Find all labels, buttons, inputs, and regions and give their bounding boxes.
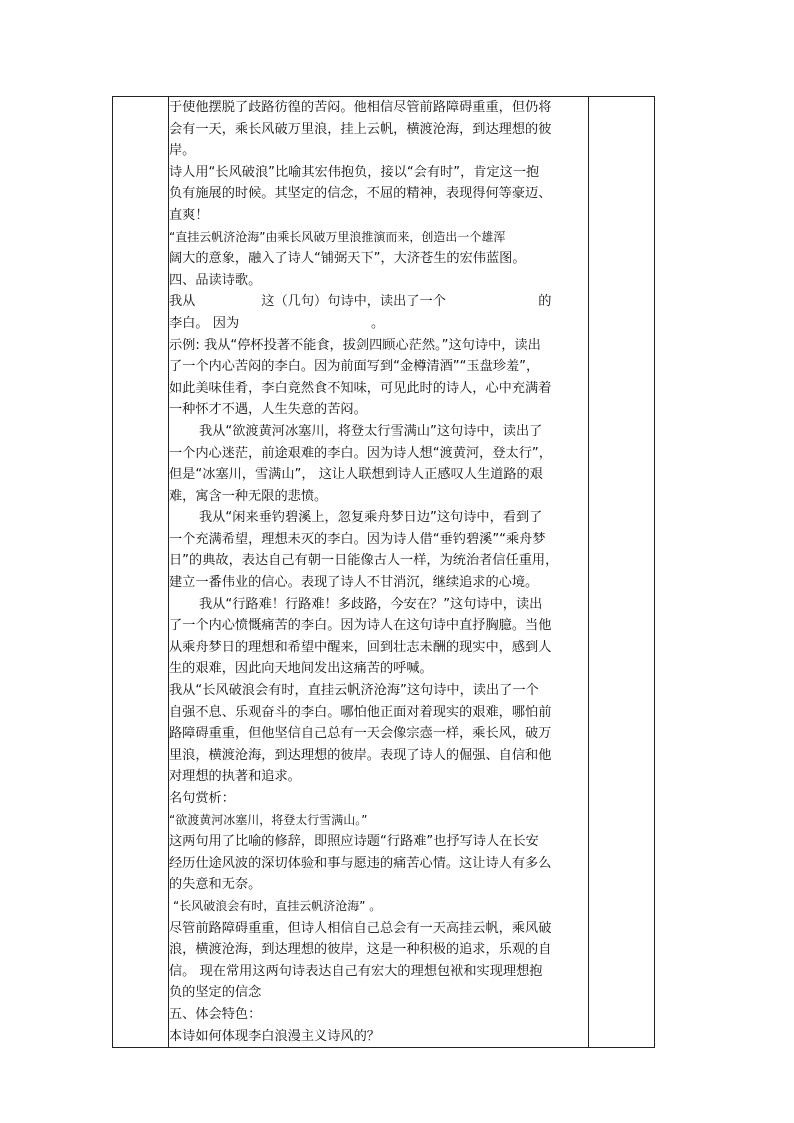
text-line: 经历仕途风波的深切体验和事与愿违的痛苦心情。这让诗人有多么: [169, 855, 552, 871]
text-line: 路障碍重重，但他坚信自己总有一天会像宗悫一样，乘长风，破万: [169, 726, 552, 742]
text-line: 如此美味佳肴，李白竟然食不知味，可见此时的诗人，心中充满着: [169, 380, 552, 396]
text-line: 难，寓含一种无限的悲愤。: [169, 488, 328, 504]
content-cell: [169, 97, 589, 1048]
left-column-cell: [113, 97, 169, 1048]
text-line: 我从“欲渡黄河冰塞川，将登太行雪满山”这句诗中，读出了: [199, 423, 543, 439]
text-line: 负的坚定的信念: [169, 985, 262, 1001]
text-line: 李白。 因为 。: [169, 315, 385, 331]
text-line: 了一个内心愤慨痛苦的李白。因为诗人在这句诗中直抒胸臆。当他: [169, 618, 552, 634]
text-line: 负有施展的时候。其坚定的信念，不屈的精神，表现得何等豪迈、: [169, 186, 552, 202]
text-line: 会有一天，乘长风破万里浪，挂上云帆，横渡沧海，到达理想的彼: [169, 121, 552, 137]
text-line: 一种怀才不遇，人生失意的苦闷。: [169, 402, 367, 418]
quote-line: “长风破浪会有时，直挂云帆济沧海” 。: [173, 898, 382, 913]
text-line: 里浪，横渡沧海，到达理想的彼岸。表现了诗人的倔强、自信和他: [169, 747, 552, 763]
right-column-cell: [589, 97, 655, 1048]
text-line: 本诗如何体现李白浪漫主义诗风的？: [169, 1028, 380, 1044]
text-line: 一个内心迷茫，前途艰难的李白。因为诗人想“渡黄河，登太行”，: [169, 445, 552, 461]
section-heading: 五、体会特色：: [169, 1006, 262, 1022]
text-line: 从乘舟梦日的理想和希望中醒来，回到壮志未酬的现实中，感到人: [169, 639, 552, 655]
text-line: 我从 这（几句）句诗中，读出了一个 的: [169, 294, 552, 310]
text-line: 了一个内心苦闷的李白。因为前面写到“金樽清酒”“玉盘珍羞”，: [169, 359, 540, 375]
section-heading: 名句赏析：: [169, 791, 235, 806]
text-line: “直挂云帆济沧海”由乘长风破万里浪推演而来，创造出一个雄浑: [169, 229, 506, 244]
text-line: 浪，横渡沧海，到达理想的彼岸，这是一种积极的追求，乐观的自: [169, 942, 552, 958]
text-line: 对理想的执著和追求。: [169, 769, 301, 785]
text-line: 我从“行路难！行路难！多歧路，今安在？”这句诗中，读出: [199, 596, 543, 612]
section-heading: 四、品读诗歌。: [169, 272, 262, 288]
text-line: 示例: 我从“停杯投著不能食，拔剑四顾心茫然。”这句诗中，读出: [169, 337, 541, 353]
text-line: 生的艰难，因此向天地间发出这痛苦的呼喊。: [169, 661, 433, 677]
text-line: 这两句用了比喻的修辞，即照应诗题“行路难”也抒写诗人在长安: [169, 834, 539, 850]
text-line: 阔大的意象，融入了诗人“铺弼天下”，大济苍生的宏伟蓝图。: [169, 251, 526, 267]
lesson-table: [112, 96, 655, 1048]
text-line: 日”的典故，表达自己有朝一日能像古人一样，为统治者信任重用，: [169, 553, 559, 569]
text-line: 但是“冰塞川，雪满山”， 这让人联想到诗人正感叹人生道路的艰: [169, 467, 543, 483]
text-line: 建立一番伟业的信心。表现了诗人不甘消沉，继续追求的心境。: [169, 575, 539, 591]
quote-line: “欲渡黄河冰塞川，将登太行雪满山。”: [169, 812, 368, 827]
text-line: 诗人用“长风破浪”比喻其宏伟抱负，接以“会有时”，肯定这一抱: [169, 164, 540, 180]
text-line: 我从“闲来垂钓碧溪上，忽复乘舟梦日边”这句诗中，看到了: [199, 510, 543, 526]
text-line: 我从“长风破浪会有时，直挂云帆济沧海”这句诗中，读出了一个: [169, 683, 539, 699]
text-line: 于使他摆脱了歧路彷徨的苦闷。他相信尽管前路障碍重重，但仍将: [169, 100, 552, 115]
text-line: 一个充满希望，理想未灭的李白。因为诗人借“垂钓碧溪”“乘舟梦: [169, 531, 546, 547]
text-line: 的失意和无奈。: [169, 877, 262, 893]
text-line: 自强不息、乐观奋斗的李白。哪怕他正面对着现实的艰难，哪怕前: [169, 704, 552, 720]
text-line: 直爽！: [169, 207, 209, 223]
text-line: 尽管前路障碍重重，但诗人相信自己总会有一天高挂云帆，乘风破: [169, 920, 552, 936]
content-text: [169, 97, 588, 1047]
text-line: 信。 现在常用这两句诗表达自己有宏大的理想包袱和实现理想抱: [169, 963, 543, 979]
text-line: 岸。: [169, 143, 196, 159]
